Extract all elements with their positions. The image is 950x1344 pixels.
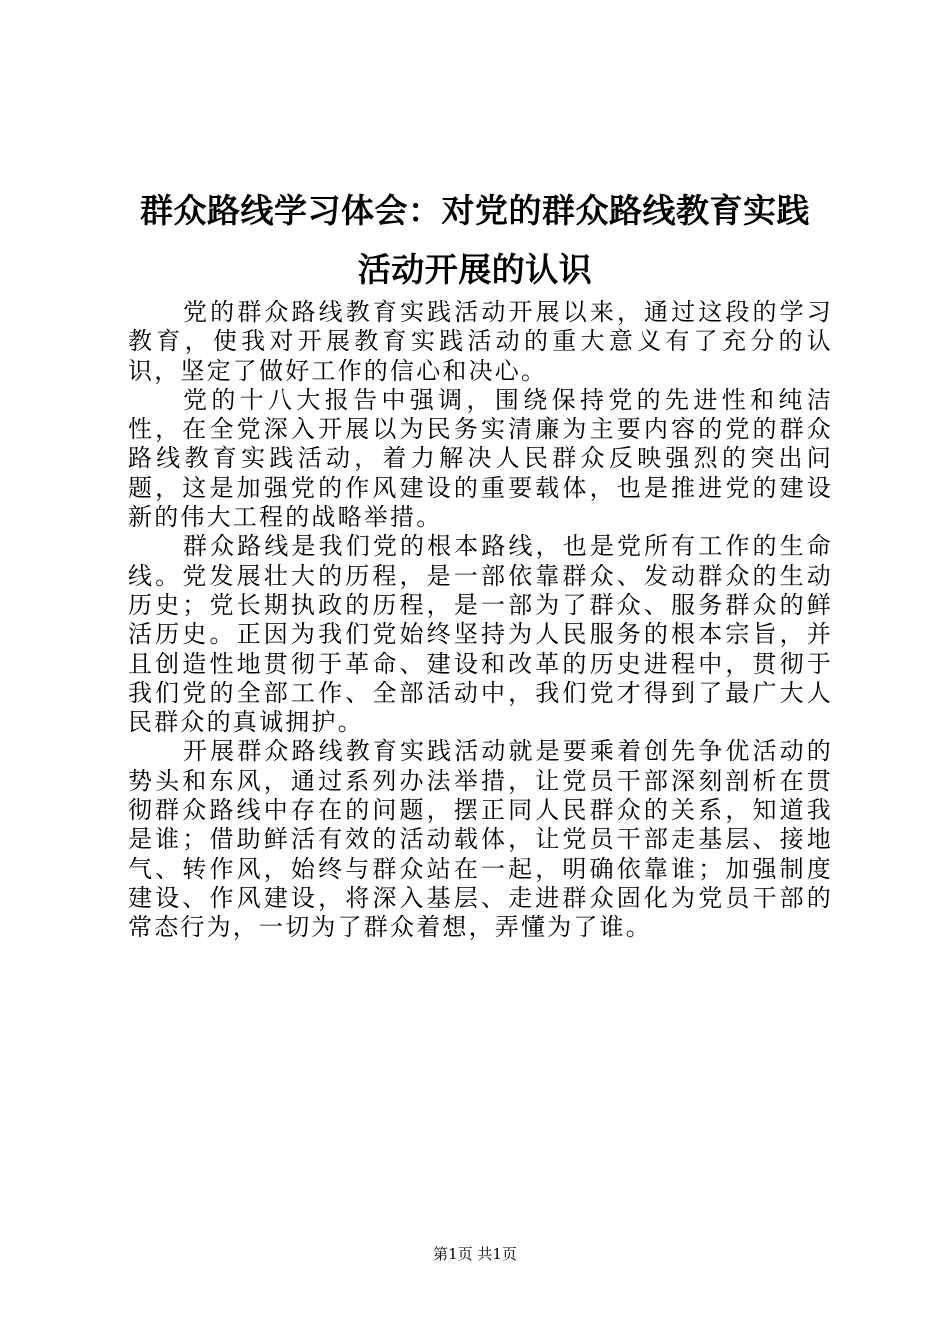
page-footer: 第1页 共1页 [433,1245,517,1263]
paragraph: 党的群众路线教育实践活动开展以来，通过这段的学习教育，使我对开展教育实践活动的重大意义有了充分的认识，坚定了做好工作的信心和决心。 [128,298,833,385]
document-body [128,298,833,943]
document-title-line-2: 活动开展的认识 [357,250,593,289]
paragraph: 党的十八大报告中强调，围绕保持党的先进性和纯洁性，在全党深入开展以为民务实清廉为主要内容的党的群众路线教育实践活动，着力解决人民群众反映强烈的突出问题，这是加强党的作风建设的重要载体，也是推进党的建设新的伟大工程的战略举措。 [128,385,833,532]
document-title-line-1: 群众路线学习体会：对党的群众路线教育实践 [140,191,810,230]
paragraph: 群众路线是我们党的根本路线，也是党所有工作的生命线。党发展壮大的历程，是一部依靠群众、发动群众的生动历史；党长期执政的历程，是一部为了群众、服务群众的鲜活历史。正因为我们党始终坚持为人民服务的根本宗旨，并且创造性地贯彻于革命、建设和改革的历史进程中，贯彻于我们党的全部工作、全部活动中，我们党才得到了最广大人民群众的真诚拥护。 [128,532,833,737]
paragraph: 开展群众路线教育实践活动就是要乘着创先争优活动的势头和东风，通过系列办法举措，让党员干部深刻剖析在贯彻群众路线中存在的问题，摆正同人民群众的关系，知道我是谁；借助鲜活有效的活动载体，让党员干部走基层、接地气、转作风，始终与群众站在一起，明确依靠谁；加强制度建设、作风建设，将深入基层、走进群众固化为党员干部的常态行为，一切为了群众着想，弄懂为了谁。 [128,737,833,942]
